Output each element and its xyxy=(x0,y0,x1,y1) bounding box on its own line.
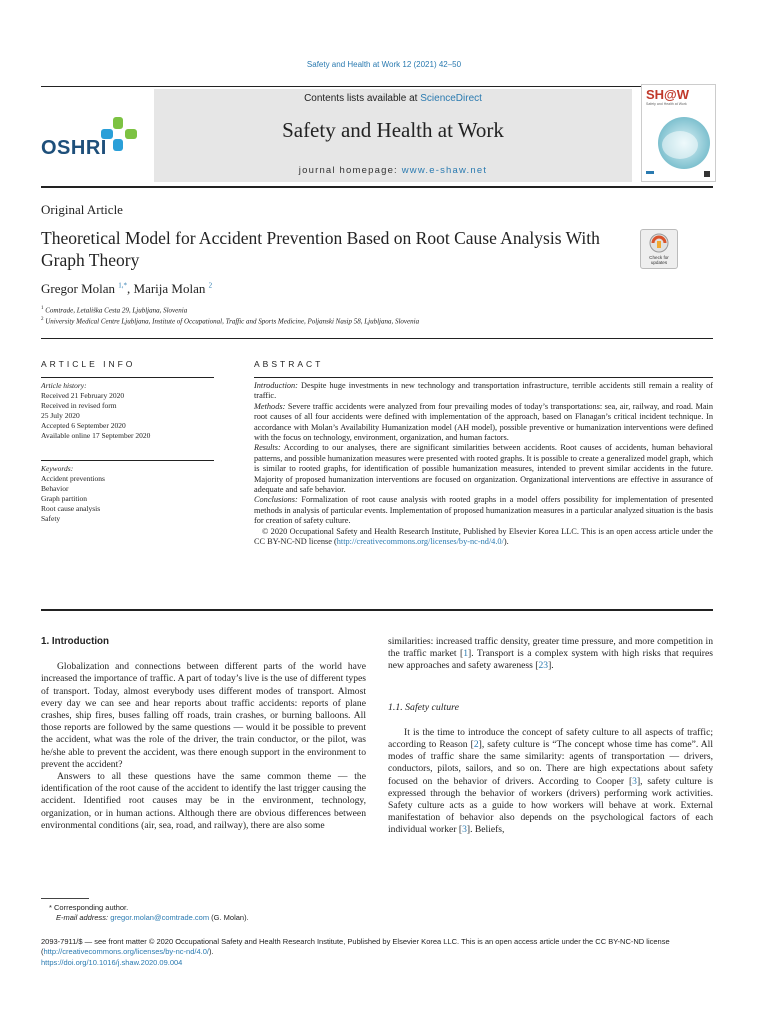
article-info-rule xyxy=(41,377,214,378)
keywords-label: Keywords: xyxy=(41,464,74,473)
p3-text-a: similarities: increased traffic density, greater time pressure, and more competition in the traffic market [ xyxy=(388,636,713,660)
oshri-logo-text: OSHRI xyxy=(41,137,107,159)
author-2[interactable]: Marija Molan xyxy=(133,281,206,296)
license-link[interactable]: http://creativecommons.org/licenses/by-nc-nd/4.0/ xyxy=(336,537,504,547)
keyword-item: Graph partition xyxy=(41,494,88,503)
contents-prefix: Contents lists available at xyxy=(304,93,421,104)
abstract-heading: ABSTRACT xyxy=(254,359,324,369)
history-item: Received in revised form xyxy=(41,401,117,410)
journal-homepage xyxy=(154,165,632,176)
keyword-item: Safety xyxy=(41,514,61,523)
author-separator: , xyxy=(127,281,134,296)
header-bottom-rule xyxy=(41,186,713,188)
header-top-rule xyxy=(41,86,713,87)
author-list xyxy=(41,281,212,297)
keyword-item: Accident preventions xyxy=(41,474,105,483)
affiliation-1-text: Comtrade, Letališka Cesta 29, Ljubljana, Slovenia xyxy=(45,306,188,315)
intro-paragraph-2: Answers to all these questions have the same common theme — the identification of the root cause of the accident to identify the last trigger causing the accident. Identified root causes may be in the environment, technology, organization, or in human actions. Although there are obvious differences between environmental conditions (air, sea, road, and railway), there are also some xyxy=(41,771,366,831)
p3-text-c: ]. xyxy=(548,660,554,672)
doi-link[interactable]: https://doi.org/10.1016/j.shaw.2020.09.004 xyxy=(41,958,183,967)
corresponding-text: Corresponding author. xyxy=(51,903,129,912)
citation-link[interactable]: 3 xyxy=(632,775,637,787)
keyword-item: Root cause analysis xyxy=(41,504,101,513)
abstract-bottom-rule xyxy=(41,609,713,611)
p3-text-b: ]. Transport is a complex system with high risks that requires new approaches and safety awareness [ xyxy=(388,648,713,672)
abstract-intro-text: Despite huge investments in new technology and transportation infrastructure, terrible accidents still remain a reality of traffic. xyxy=(254,381,713,401)
corresponding-mark: * xyxy=(49,903,52,912)
article-info-heading: ARTICLE INFO xyxy=(41,359,136,369)
affiliation-1-number: 1 xyxy=(41,306,44,311)
history-item: Received 21 February 2020 xyxy=(41,391,125,400)
article-type: Original Article xyxy=(41,202,123,217)
abstract-methods xyxy=(254,402,713,444)
sc-text-d: ]. Beliefs, xyxy=(466,824,505,836)
body-right-column xyxy=(388,636,713,837)
abstract-copyright xyxy=(254,527,713,548)
introduction-heading: 1. Introduction xyxy=(41,636,110,647)
email-suffix: (G. Molan). xyxy=(209,913,249,922)
abstract-conclusions-text: Formalization of root cause analysis with rooted graphs in a model offers possibility for implementation of presented methods in analysis of particular events. Implementation of proposed humanization measures in a particular analyzed situation is the basis for creation of safety culture. xyxy=(254,495,713,526)
affiliation-2-text: University Medical Centre Ljubljana, Institute of Occupational, Traffic and Sports Medicine, Poljanski Nasip 58, Ljubljana, Slovenia xyxy=(45,317,420,326)
affiliation-2-number: 2 xyxy=(41,317,44,322)
copyright-text: © 2020 Occupational Safety and Health Research Institute, Published by Elsevier Korea LLC. This is an open access article under the CC BY-NC-ND license ( xyxy=(254,526,713,547)
homepage-prefix: journal homepage: xyxy=(298,165,402,176)
history-item: Accepted 6 September 2020 xyxy=(41,421,126,430)
abstract-conclusions xyxy=(254,495,713,526)
affiliation-1 xyxy=(41,306,187,314)
author-2-affiliation-mark[interactable]: 2 xyxy=(208,281,213,290)
author-1-affiliation-mark[interactable]: 1,* xyxy=(118,281,128,290)
citation-link[interactable]: 3 xyxy=(462,824,467,836)
check-for-updates-button[interactable] xyxy=(640,229,678,269)
intro-paragraph-3 xyxy=(388,636,713,673)
corresponding-author-note xyxy=(49,903,721,913)
check-updates-label: Check for updates xyxy=(649,255,669,265)
sc-text-c: ], safety culture is expressed through the behavior of workers (drivers) performing work activities. Safety culture acts as a guide to how workers will behave at work. External manifestation of behavior also depends on the psychological factors of each individual worker [ xyxy=(388,775,713,836)
abstract-results xyxy=(254,443,713,495)
abstract-methods-text: Severe traffic accidents were analyzed from four prevailing modes of today’s transportations: sea, air, railway, and road. Main root causes of all four accidents were defined with implementation of the approach, based on Flanagan’s critical incident technique. In accordance with Molan’s Availability Humanization model (AH model), possible preventive or humanization interventions were defined with the focus on technology, environment, organization, and human factors. xyxy=(254,401,713,443)
abstract-methods-label: Methods: xyxy=(254,401,286,411)
sc-text-a: It is the time to introduce the concept of safety culture to all aspects of traffic; according to Reason [ xyxy=(388,726,713,751)
article-history xyxy=(41,381,214,441)
info-top-rule xyxy=(41,338,713,339)
email-label: E-mail address: xyxy=(56,913,111,922)
abstract-results-text: According to our analyses, there are significant similarities between accidents. Root causes of accidents, human behavioral patterns, and possible humanization measures were presented with rooted graphs. It is possible to create a generalized model graph, which is similar to rooted graphs, for identification of possible humanization measures, intended to prevent similar accidents in the future. Majority of proposed humanization interventions are focused on organization. Organizational interventions are effective in assurance of adequate and safe behavior. xyxy=(254,443,713,495)
homepage-link[interactable]: www.e-shaw.net xyxy=(401,165,488,176)
article-title: Theoretical Model for Accident Prevention Based on Root Cause Analysis With Graph Theory xyxy=(41,228,600,270)
abstract-intro-label: Introduction: xyxy=(254,381,298,390)
citation-link[interactable]: 2 xyxy=(473,739,479,751)
affiliation-2 xyxy=(41,317,419,325)
safety-culture-paragraph xyxy=(388,727,713,837)
cover-subtitle: Safety and Health at Work xyxy=(646,102,687,106)
journal-reference[interactable]: Safety and Health at Work 12 (2021) 42–50 xyxy=(306,60,462,69)
abstract-conclusions-label: Conclusions: xyxy=(254,495,298,505)
abstract-rule xyxy=(254,377,713,378)
oshri-logo xyxy=(41,115,141,163)
cover-art xyxy=(642,85,715,181)
abstract-introduction xyxy=(254,381,713,402)
citation-link[interactable]: 23 xyxy=(538,660,549,672)
cover-logo: SH@W xyxy=(646,87,690,102)
contents-line xyxy=(154,93,632,104)
keywords-block xyxy=(41,464,214,524)
issn-end: ). xyxy=(209,947,214,956)
sc-text-b: ], safety culture is “The concept whose time has come”. All modes of traffic share the same similarity: agents of transportation — drivers, conductors, pilots, sailors, and so on. There are high expectations about safety focused on the behavior of drivers. According to Cooper [ xyxy=(388,739,713,787)
copyright-end: ). xyxy=(503,537,509,547)
keywords-rule xyxy=(41,460,214,461)
doi-line xyxy=(41,958,713,968)
sciencedirect-link[interactable]: ScienceDirect xyxy=(420,93,482,104)
intro-paragraph-1: Globalization and connections between different parts of the world have increased the importance of traffic. A part of today’s live is the use of different types of transport. Today, almost everybody uses different modes of transport. Almost every day we can see and hear reports about traffic accidents: reports of plane crashes, ship fires, buses falling off roads, train crashes, or burning balloons. All those reports are followed by the same questions — would it be possible to prevent the accident, what was the role of the driver, the train conductor, or the pilot, was he/she able to prevent the accident, was there enough support in the environment to prevent the accident? xyxy=(41,661,366,770)
issn-note xyxy=(41,937,713,957)
footnote-rule xyxy=(41,898,89,899)
author-1[interactable]: Gregor Molan xyxy=(41,281,116,296)
abstract-text xyxy=(254,381,713,548)
issn-text: 2093-7911/$ — see front matter © 2020 Occupational Safety and Health Research Institute, Published by Elsevier Korea LLC. This is an open access article under the CC BY-NC-ND license ( xyxy=(41,937,670,956)
history-label: Article history: xyxy=(41,381,87,390)
email-link[interactable]: gregor.molan@comtrade.com xyxy=(110,913,210,922)
email-note xyxy=(56,913,728,923)
keyword-item: Behavior xyxy=(41,484,69,493)
journal-cover-image[interactable] xyxy=(641,84,716,182)
check-updates-icon xyxy=(641,231,677,257)
citation-link[interactable]: 1 xyxy=(463,648,469,660)
safety-culture-heading: 1.1. Safety culture xyxy=(388,701,459,713)
abstract-results-label: Results: xyxy=(254,443,281,453)
journal-title: Safety and Health at Work xyxy=(282,118,504,142)
body-left-column xyxy=(41,636,366,832)
history-item: Available online 17 September 2020 xyxy=(41,431,151,440)
issn-license-link[interactable]: http://creativecommons.org/licenses/by-nc-nd/4.0/ xyxy=(43,947,209,956)
history-item: 25 July 2020 xyxy=(41,411,80,420)
